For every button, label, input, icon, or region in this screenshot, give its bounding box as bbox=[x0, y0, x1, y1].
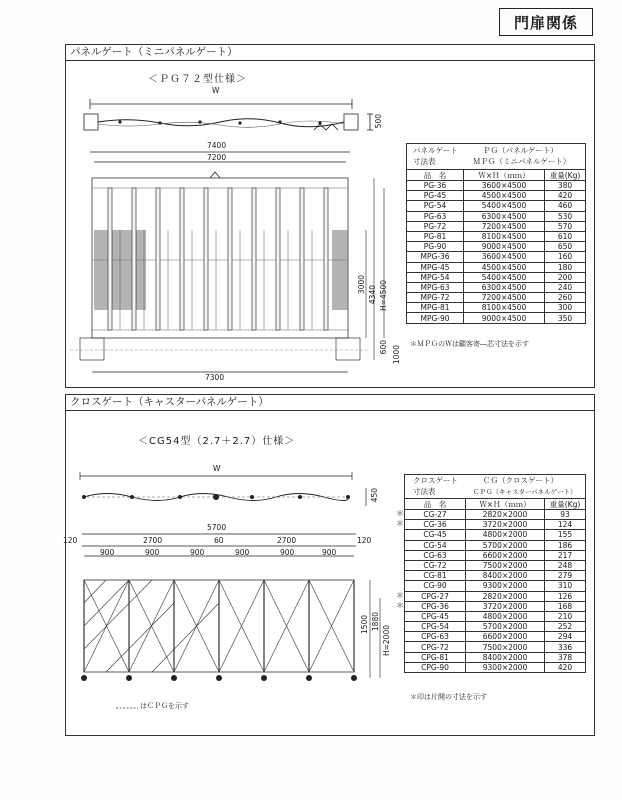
table-row bbox=[405, 632, 586, 642]
cross-gate-elevation-drawing bbox=[70, 528, 390, 688]
cell-weight: 378 bbox=[545, 652, 586, 662]
panel-elev-h1: 3000 bbox=[357, 275, 366, 295]
panel-gate-spec-title: ＜ＰＧ７２型仕様＞ bbox=[148, 74, 247, 85]
table-row bbox=[405, 622, 586, 632]
cell-size: 7200×4500 bbox=[464, 293, 545, 303]
row-star-marker bbox=[396, 540, 404, 550]
cell-weight: 310 bbox=[545, 581, 586, 591]
cell-weight: 240 bbox=[545, 282, 586, 292]
table-row bbox=[407, 231, 586, 241]
cell-name: CPG-72 bbox=[405, 642, 466, 652]
cell-size: 8400×2000 bbox=[466, 652, 545, 662]
cross-table-label1: クロスゲート bbox=[413, 476, 458, 485]
cross-table-note: ＊印は片開の寸法を示す bbox=[410, 693, 487, 701]
panel-gate-table bbox=[406, 169, 586, 324]
panel-gate-header: パネルゲート（ミニパネルゲート） bbox=[66, 45, 594, 61]
cell-weight: 248 bbox=[545, 560, 586, 570]
table-row bbox=[407, 272, 586, 282]
cell-weight: 200 bbox=[545, 272, 586, 282]
cell-name: CPG-63 bbox=[405, 632, 466, 642]
row-star-marker bbox=[396, 631, 404, 641]
cross-table-type1: ＣＧ（クロスゲート） bbox=[483, 476, 558, 485]
cell-weight: 610 bbox=[545, 231, 586, 241]
page-title: 門扉関係 bbox=[499, 8, 593, 36]
panel-plan-w: W bbox=[212, 86, 220, 95]
row-star-marker bbox=[396, 641, 404, 651]
cross-gate-table bbox=[404, 498, 586, 673]
cell-weight: 570 bbox=[545, 221, 586, 231]
cell-size: 9000×4500 bbox=[464, 242, 545, 252]
cell-size: 7500×2000 bbox=[466, 642, 545, 652]
cell-size: 2820×2000 bbox=[466, 591, 545, 601]
row-star-marker: ＊ bbox=[396, 509, 404, 518]
cell-weight: 420 bbox=[545, 191, 586, 201]
cross-table-header bbox=[404, 474, 586, 499]
cell-weight: 160 bbox=[545, 252, 586, 262]
cross-gate-header: クロスゲート（キャスターパネルゲート） bbox=[66, 395, 594, 411]
cross-elev-right-end: 120 bbox=[357, 536, 372, 545]
cell-size: 4800×2000 bbox=[466, 530, 545, 540]
cell-weight: 300 bbox=[545, 303, 586, 313]
cell-name: CG-27 bbox=[405, 510, 466, 520]
row-star-marker bbox=[396, 652, 404, 662]
cell-size: 7200×4500 bbox=[464, 221, 545, 231]
panel-elev-h2: 4340 bbox=[368, 285, 377, 305]
cell-name: PG-90 bbox=[407, 242, 464, 252]
cell-name: CG-90 bbox=[405, 581, 466, 591]
cross-elev-h1: 1500 bbox=[360, 615, 369, 635]
cell-size: 5700×2000 bbox=[466, 540, 545, 550]
table-row bbox=[407, 242, 586, 252]
row-star-marker bbox=[396, 550, 404, 560]
cross-plan-depth: 450 bbox=[370, 488, 379, 503]
table-row bbox=[405, 540, 586, 550]
cell-size: 4500×4500 bbox=[464, 191, 545, 201]
cell-name: CG-54 bbox=[405, 540, 466, 550]
row-star-marker bbox=[396, 580, 404, 590]
cell-size: 3720×2000 bbox=[466, 520, 545, 530]
panel-elev-top2: 7200 bbox=[207, 153, 227, 162]
cell-weight: 420 bbox=[545, 662, 586, 672]
cross-elev-half-left: 2700 bbox=[143, 536, 163, 545]
table-row bbox=[405, 611, 586, 621]
cell-size: 8400×2000 bbox=[466, 571, 545, 581]
cell-weight: 350 bbox=[545, 313, 586, 323]
cross-gate-plan-drawing bbox=[76, 470, 376, 510]
cell-weight: 336 bbox=[545, 642, 586, 652]
table-row bbox=[405, 652, 586, 662]
panel-col-weight: 重量(Kg) bbox=[545, 170, 586, 181]
cross-table-label2: 寸法表 bbox=[413, 487, 436, 496]
cross-elev-left-end: 120 bbox=[63, 536, 78, 545]
cross-elev-h3: H=2000 bbox=[382, 625, 391, 657]
cross-elev-seg-2: 900 bbox=[145, 548, 160, 557]
table-row bbox=[407, 313, 586, 323]
table-row bbox=[407, 282, 586, 292]
cell-name: CPG-45 bbox=[405, 611, 466, 621]
table-row bbox=[407, 262, 586, 272]
cell-name: MPG-45 bbox=[407, 262, 464, 272]
cell-name: CPG-81 bbox=[405, 652, 466, 662]
cross-star-column bbox=[396, 509, 404, 672]
cell-name: MPG-81 bbox=[407, 303, 464, 313]
cross-plan-w: W bbox=[213, 464, 221, 473]
panel-plan-depth: 500 bbox=[374, 114, 383, 129]
cell-weight: 530 bbox=[545, 211, 586, 221]
cross-table-type2: ＣＰＧ（キャスターパネルゲート） bbox=[473, 488, 577, 496]
table-row bbox=[407, 252, 586, 262]
table-row bbox=[405, 520, 586, 530]
cross-col-size: Ｗ×Ｈ（ｍｍ） bbox=[466, 499, 545, 510]
panel-table-header bbox=[406, 143, 586, 170]
cell-size: 2820×2000 bbox=[466, 510, 545, 520]
cell-size: 8100×4500 bbox=[464, 303, 545, 313]
cell-weight: 650 bbox=[545, 242, 586, 252]
cell-size: 6600×2000 bbox=[466, 632, 545, 642]
cell-weight: 294 bbox=[545, 632, 586, 642]
cell-size: 9300×2000 bbox=[466, 662, 545, 672]
cell-name: PG-54 bbox=[407, 201, 464, 211]
cell-name: MPG-63 bbox=[407, 282, 464, 292]
cell-size: 7500×2000 bbox=[466, 560, 545, 570]
row-star-marker bbox=[396, 611, 404, 621]
cross-elev-total: 5700 bbox=[207, 523, 227, 532]
row-star-marker bbox=[396, 570, 404, 580]
table-row bbox=[405, 560, 586, 570]
panel-gate-plan-drawing bbox=[70, 86, 400, 146]
cell-name: PG-36 bbox=[407, 181, 464, 191]
cell-name: CG-36 bbox=[405, 520, 466, 530]
cross-legend: はＣＰＧを示す bbox=[140, 702, 189, 710]
table-row bbox=[405, 581, 586, 591]
cell-size: 6300×4500 bbox=[464, 211, 545, 221]
cell-weight: 93 bbox=[545, 510, 586, 520]
cross-col-name: 品 名 bbox=[405, 499, 466, 510]
cross-col-weight: 重量(Kg) bbox=[545, 499, 586, 510]
row-star-marker bbox=[396, 560, 404, 570]
cell-size: 8100×4500 bbox=[464, 231, 545, 241]
row-star-marker bbox=[396, 621, 404, 631]
panel-elev-f2: 1000 bbox=[392, 345, 401, 365]
cell-name: MPG-90 bbox=[407, 313, 464, 323]
cell-size: 3720×2000 bbox=[466, 601, 545, 611]
table-row bbox=[407, 181, 586, 191]
cell-name: PG-72 bbox=[407, 221, 464, 231]
table-row bbox=[405, 530, 586, 540]
cross-elev-center: 60 bbox=[214, 536, 224, 545]
cell-size: 5400×4500 bbox=[464, 272, 545, 282]
cell-size: 6300×4500 bbox=[464, 282, 545, 292]
panel-table-type2: ＭＰＧ（ミニパネルゲート） bbox=[473, 157, 571, 166]
panel-table-note: ＊ＭＰＧのＷは顧客寄―芯寸法を示す bbox=[410, 340, 529, 348]
table-row bbox=[407, 303, 586, 313]
cell-name: PG-81 bbox=[407, 231, 464, 241]
cell-name: CPG-90 bbox=[405, 662, 466, 672]
cell-name: CG-72 bbox=[405, 560, 466, 570]
table-row bbox=[405, 571, 586, 581]
cell-weight: 186 bbox=[545, 540, 586, 550]
table-row bbox=[407, 201, 586, 211]
cross-gate-spec-title: ＜CG54型（2.7＋2.7）仕様＞ bbox=[138, 436, 296, 447]
panel-elev-f1: 600 bbox=[379, 340, 388, 355]
cell-weight: 260 bbox=[545, 293, 586, 303]
table-row bbox=[405, 550, 586, 560]
cell-size: 4500×4500 bbox=[464, 262, 545, 272]
row-star-marker: ＊ bbox=[396, 590, 404, 600]
table-row bbox=[407, 221, 586, 231]
cell-name: MPG-36 bbox=[407, 252, 464, 262]
cross-elev-seg-5: 900 bbox=[280, 548, 295, 557]
cell-size: 3600×4500 bbox=[464, 181, 545, 191]
cell-name: MPG-72 bbox=[407, 293, 464, 303]
cell-size: 3600×4500 bbox=[464, 252, 545, 262]
panel-gate-elevation-drawing bbox=[70, 140, 400, 380]
cell-weight: 210 bbox=[545, 611, 586, 621]
cell-name: CPG-54 bbox=[405, 622, 466, 632]
cross-elev-seg-4: 900 bbox=[235, 548, 250, 557]
table-row bbox=[405, 510, 586, 520]
cell-name: PG-45 bbox=[407, 191, 464, 201]
cell-weight: 155 bbox=[545, 530, 586, 540]
cell-size: 9300×2000 bbox=[466, 581, 545, 591]
cell-size: 5700×2000 bbox=[466, 622, 545, 632]
panel-table-label2: 寸法表 bbox=[413, 157, 436, 166]
cell-name: CG-45 bbox=[405, 530, 466, 540]
cell-name: MPG-54 bbox=[407, 272, 464, 282]
table-row bbox=[407, 191, 586, 201]
table-row bbox=[407, 211, 586, 221]
cross-elev-seg-1: 900 bbox=[100, 548, 115, 557]
cell-weight: 252 bbox=[545, 622, 586, 632]
cross-elev-seg-3: 900 bbox=[190, 548, 205, 557]
cell-size: 9000×4500 bbox=[464, 313, 545, 323]
cell-weight: 168 bbox=[545, 601, 586, 611]
panel-table-type1: ＰＧ（パネルゲート） bbox=[483, 146, 558, 155]
panel-table-label1: パネルゲート bbox=[413, 146, 458, 155]
cell-name: CG-63 bbox=[405, 550, 466, 560]
cell-size: 6600×2000 bbox=[466, 550, 545, 560]
cross-elev-seg-6: 900 bbox=[322, 548, 337, 557]
panel-elev-h3: H=4500 bbox=[379, 280, 388, 312]
cell-name: CPG-36 bbox=[405, 601, 466, 611]
cell-size: 4800×2000 bbox=[466, 611, 545, 621]
cell-weight: 279 bbox=[545, 571, 586, 581]
cpg-legend-line bbox=[116, 705, 140, 711]
cell-weight: 124 bbox=[545, 520, 586, 530]
row-star-marker bbox=[396, 662, 404, 672]
cell-size: 5400×4500 bbox=[464, 201, 545, 211]
panel-elev-top1: 7400 bbox=[207, 141, 227, 150]
cell-name: CG-81 bbox=[405, 571, 466, 581]
table-row bbox=[405, 642, 586, 652]
table-row bbox=[405, 591, 586, 601]
cell-weight: 126 bbox=[545, 591, 586, 601]
cell-name: CPG-27 bbox=[405, 591, 466, 601]
cell-weight: 217 bbox=[545, 550, 586, 560]
row-star-marker: ＊ bbox=[396, 600, 404, 610]
table-row bbox=[405, 601, 586, 611]
panel-col-size: Ｗ×Ｈ（ｍｍ） bbox=[464, 170, 545, 181]
row-star-marker: ＊ bbox=[396, 519, 404, 529]
cell-weight: 180 bbox=[545, 262, 586, 272]
panel-elev-bottom: 7300 bbox=[205, 373, 225, 382]
cell-weight: 460 bbox=[545, 201, 586, 211]
row-star-marker bbox=[396, 529, 404, 539]
cross-elev-h2: 1880 bbox=[371, 612, 380, 632]
table-row bbox=[405, 662, 586, 672]
table-row bbox=[407, 293, 586, 303]
cell-weight: 380 bbox=[545, 181, 586, 191]
cell-name: PG-63 bbox=[407, 211, 464, 221]
panel-col-name: 品 名 bbox=[407, 170, 464, 181]
cross-elev-half-right: 2700 bbox=[277, 536, 297, 545]
